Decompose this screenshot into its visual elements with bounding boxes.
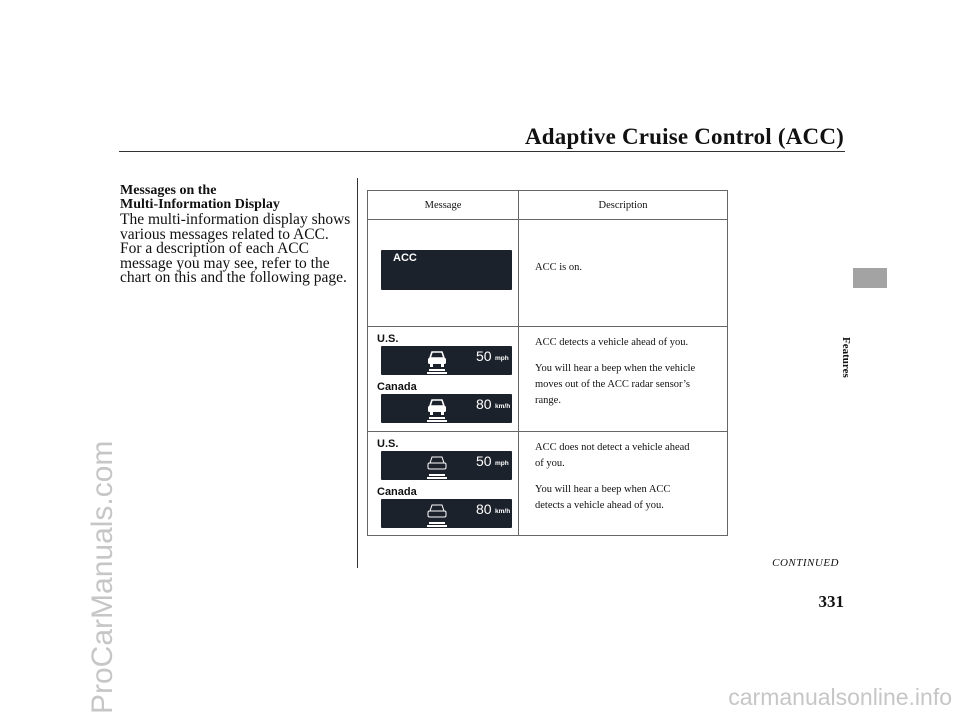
body-line: message you may see, refer to the (120, 254, 330, 272)
header-rule (119, 151, 845, 152)
description-line: range. (535, 395, 561, 406)
section-tab-label: Features (840, 337, 852, 378)
message-cell (368, 327, 519, 432)
description-paragraph (535, 260, 715, 276)
description-line: ACC does not detect a vehicle ahead (535, 442, 690, 453)
lcd-display-acc (381, 250, 512, 290)
description-cell (519, 327, 728, 432)
table-header-row (368, 191, 728, 220)
body-line: various messages related to ACC. (120, 225, 329, 243)
header-message: Message (368, 191, 519, 220)
description-line: ACC detects a vehicle ahead of you. (535, 337, 689, 348)
region-label: U.S. (377, 438, 399, 450)
column-divider (357, 178, 358, 568)
lcd-display-speed (381, 394, 512, 423)
continued-label: CONTINUED (772, 557, 839, 569)
description-line: moves out of the ACC radar sensor’s (535, 379, 690, 390)
section-body (120, 213, 354, 286)
description-paragraph (535, 440, 715, 472)
description-line: You will hear a beep when the vehicle (535, 363, 696, 374)
header-description: Description (519, 191, 728, 220)
speed-value: 80 (476, 396, 492, 412)
speed-unit: mph (495, 460, 509, 467)
watermark-side: ProCarManuals.com (86, 440, 119, 714)
message-cell (368, 432, 519, 536)
car-not-detected-icon (423, 501, 451, 527)
acc-indicator: ACC (393, 252, 417, 264)
speed-value: 50 (476, 348, 492, 364)
lcd-display-speed (381, 346, 512, 375)
region-label: U.S. (377, 333, 399, 345)
section-heading-line: Multi-Information Display (120, 197, 280, 212)
description-paragraph (535, 335, 715, 351)
watermark-bottom: carmanualsonline.info (728, 684, 952, 710)
page-title: Adaptive Cruise Control (ACC) (524, 124, 844, 149)
car-detected-icon (423, 348, 451, 374)
lcd-display-speed (381, 451, 512, 480)
speed-unit: km/h (495, 508, 511, 515)
speed-unit: km/h (495, 403, 511, 410)
description-paragraph (535, 361, 715, 409)
region-label: Canada (377, 381, 417, 393)
body-line: The multi-information display shows (120, 211, 351, 228)
description-cell (519, 432, 728, 536)
region-label: Canada (377, 486, 417, 498)
section-heading-line: Messages on the (120, 183, 217, 198)
description-line: You will hear a beep when ACC (535, 484, 671, 495)
message-table (367, 190, 728, 536)
description-line: ACC is on. (535, 262, 582, 273)
section-heading (120, 184, 350, 212)
description-paragraph (535, 482, 715, 514)
description-cell (519, 220, 728, 327)
page-number: 331 (818, 592, 844, 611)
message-cell (368, 220, 519, 327)
table-row (368, 432, 728, 536)
table-row (368, 327, 728, 432)
car-detected-icon (423, 396, 451, 422)
section-tab-marker (853, 268, 887, 288)
description-line: detects a vehicle ahead of you. (535, 500, 664, 511)
body-line: For a description of each ACC (120, 240, 309, 258)
car-not-detected-icon (423, 453, 451, 479)
body-line: chart on this and the following page. (120, 269, 347, 287)
speed-unit: mph (495, 355, 509, 362)
table-row (368, 220, 728, 327)
description-line: of you. (535, 458, 565, 469)
speed-value: 80 (476, 501, 492, 517)
lcd-display-speed (381, 499, 512, 528)
speed-value: 50 (476, 453, 492, 469)
